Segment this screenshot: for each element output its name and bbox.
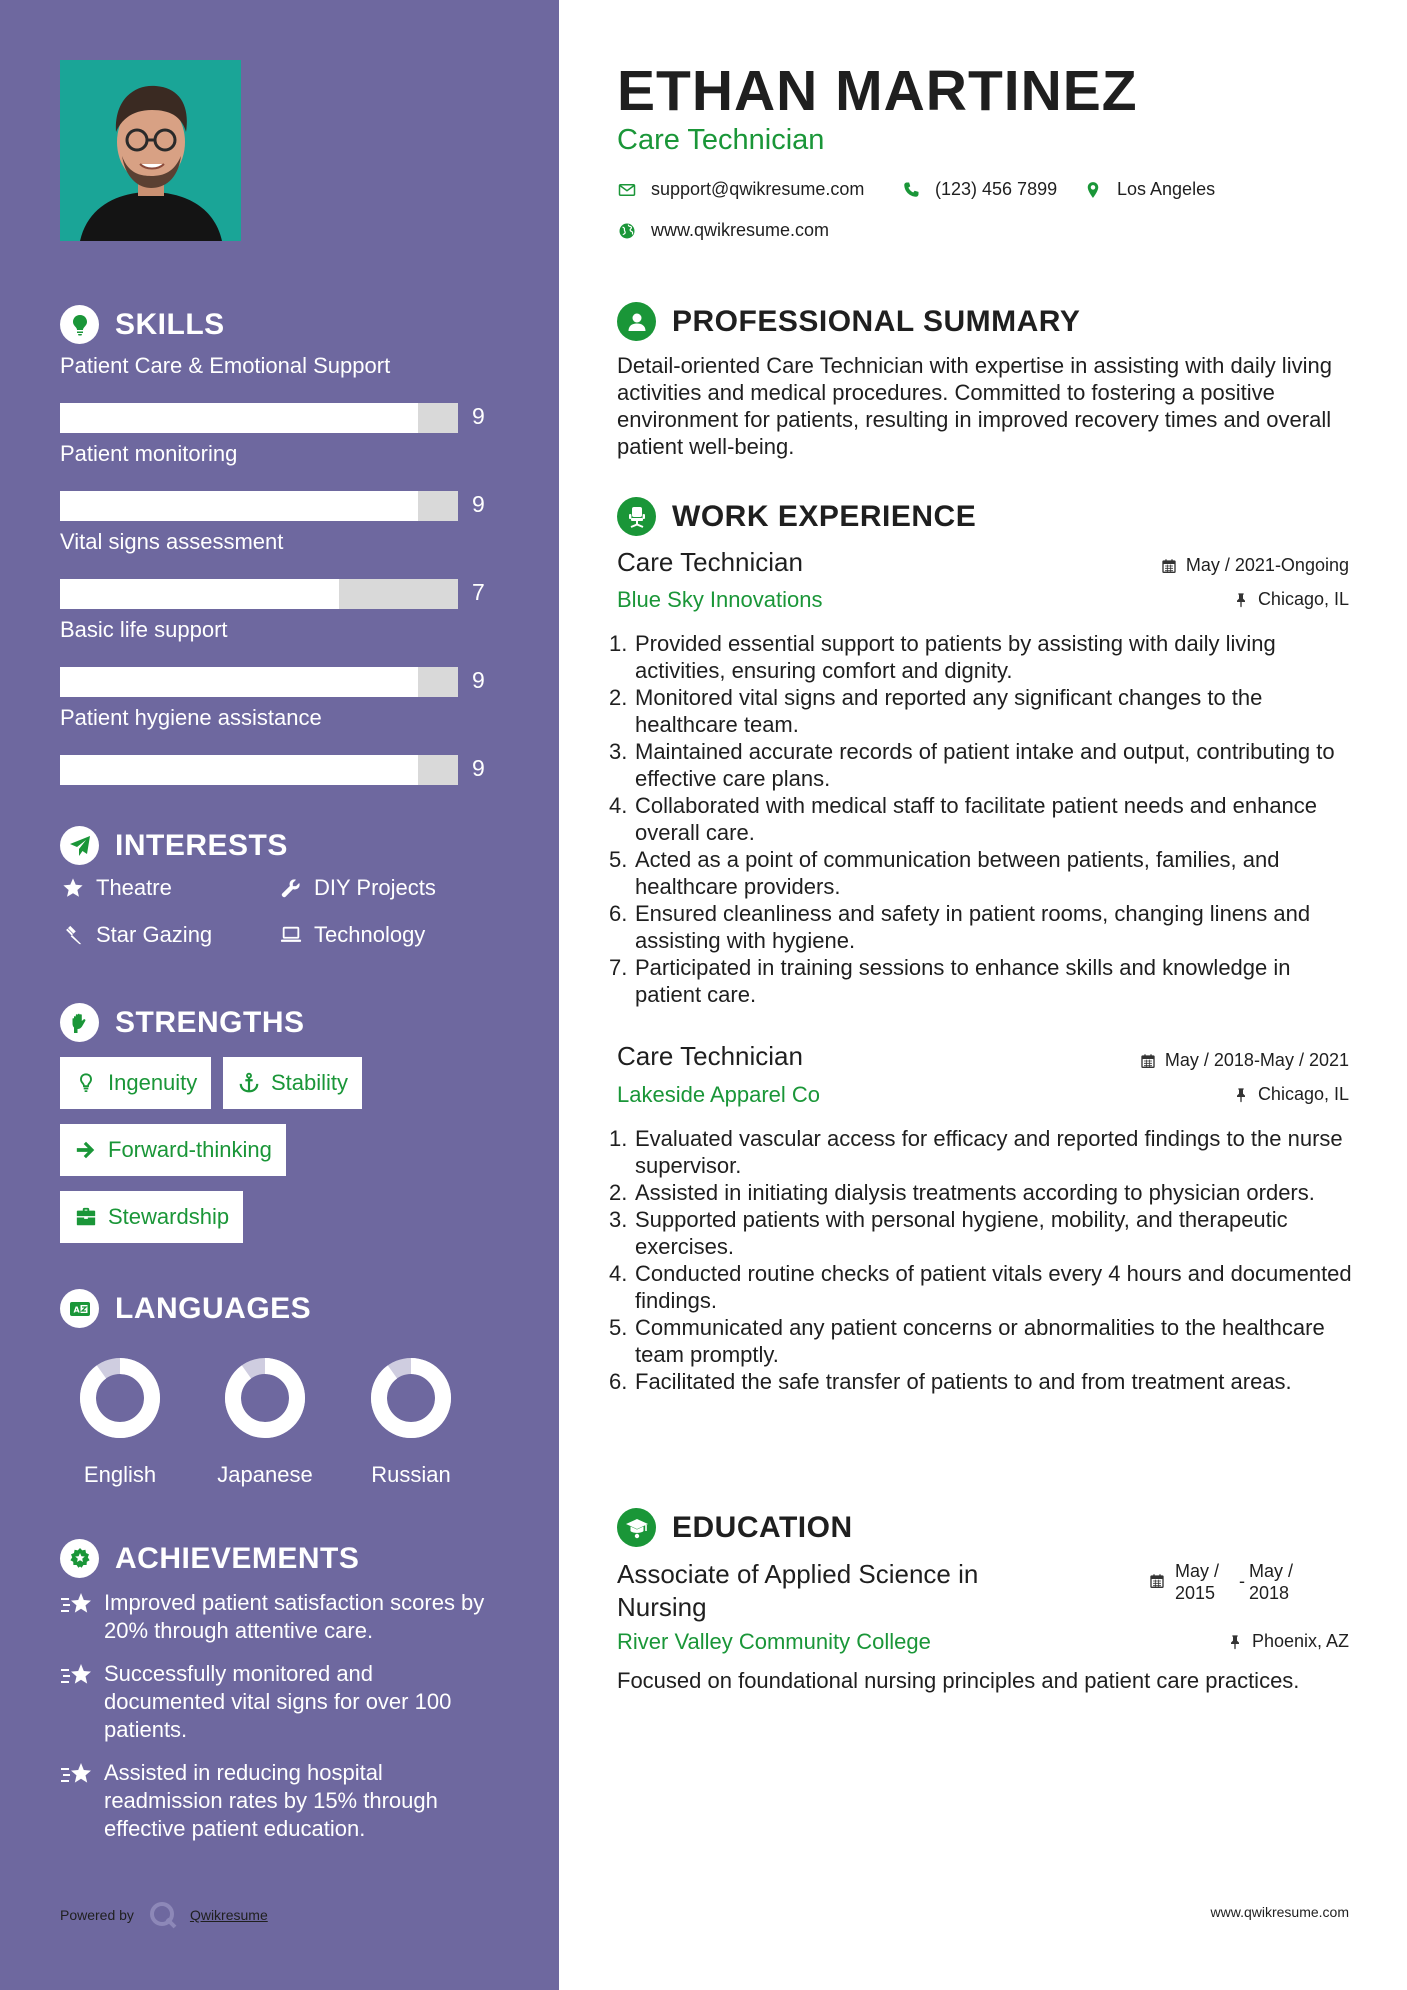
list-item: 3. Maintained accurate records of patient intake and output, contributing to effective care plans.: [609, 739, 1335, 791]
language-name: Japanese: [217, 1462, 313, 1487]
strength-tag: [60, 1191, 243, 1243]
language-name: Russian: [371, 1462, 451, 1487]
person-photo-icon: [60, 60, 241, 241]
job-company: Lakeside Apparel Co: [617, 1082, 821, 1107]
skill-bar: [60, 403, 458, 433]
contact-website[interactable]: [617, 220, 829, 241]
skill-item: [60, 705, 500, 781]
list-item: 2. Monitored vital signs and reported any significant changes to the healthcare team.: [609, 685, 1263, 737]
wrench-icon: [278, 875, 304, 901]
list-item: 5. Acted as a point of communication between patients, families, and healthcare providers.: [609, 847, 1280, 899]
translate-icon: [60, 1289, 99, 1328]
lightbulb-icon: [74, 1071, 98, 1095]
interest-item: [278, 922, 425, 948]
interest-label: DIY Projects: [314, 875, 436, 900]
skills-title: SKILLS: [115, 307, 225, 341]
skill-name: Patient Care & Emotional Support: [60, 353, 391, 378]
language-item: [205, 1356, 325, 1488]
calendar-icon: [1160, 557, 1178, 575]
profile-photo: [60, 60, 241, 241]
duty-text: Acted as a point of communication between patients, families, and healthcare providers.: [635, 847, 1280, 899]
education-dates: [1149, 1560, 1309, 1604]
contact-location: [1083, 179, 1215, 200]
laptop-icon: [278, 922, 304, 948]
job-duties-list: [609, 1125, 1352, 1395]
interest-item: [278, 875, 436, 901]
experience-title: WORK EXPERIENCE: [672, 499, 977, 533]
job-role: Care Technician: [617, 1041, 803, 1071]
graduate-icon: [617, 1508, 656, 1547]
arrow-right-icon: [74, 1138, 98, 1162]
job-location-text: Chicago, IL: [1257, 589, 1349, 609]
job-company: Blue Sky Innovations: [617, 587, 823, 612]
language-level-ring: [223, 1356, 307, 1440]
languages-heading: [60, 1289, 311, 1328]
education-end: May / 2018: [1249, 1561, 1294, 1603]
strengths-heading: [60, 1003, 305, 1042]
location-text: Los Angeles: [1117, 179, 1216, 199]
pushpin-icon: [1232, 1086, 1250, 1104]
calendar-icon: [1149, 1572, 1167, 1590]
sidebar: [0, 0, 559, 1990]
achievement-item: [60, 1759, 500, 1843]
achievement-text: Improved patient satisfaction scores by 20% through attentive care.: [104, 1590, 485, 1643]
strength-label: Stability: [271, 1070, 349, 1095]
candidate-name: ETHAN MARTINEZ: [617, 59, 1138, 123]
list-item: 3. Supported patients with personal hygiene, mobility, and therapeutic exercises.: [609, 1207, 1288, 1259]
skill-value: 9: [472, 667, 485, 693]
job-dates-text: May / 2018-May / 2021: [1164, 1050, 1349, 1070]
list-item: 4. Collaborated with medical staff to facilitate patient needs and enhance overall care.: [609, 793, 1318, 845]
globe-icon: [617, 221, 637, 241]
qwikresume-logo-icon: [148, 1900, 178, 1930]
experience-heading: [617, 497, 976, 536]
interest-label: Star Gazing: [96, 922, 213, 947]
interest-label: Theatre: [96, 875, 172, 900]
skill-item: [60, 353, 500, 429]
strength-tag: [60, 1057, 211, 1109]
skill-bar-fill: [60, 579, 339, 609]
education-title: EDUCATION: [672, 1510, 853, 1544]
list-item: 6. Ensured cleanliness and safety in patient rooms, changing linens and assisting with hygiene.: [609, 901, 1311, 953]
lightbulb-icon: [60, 305, 99, 344]
star-badge-icon: [60, 1539, 99, 1578]
skill-value: 9: [472, 755, 485, 781]
language-level-ring: [78, 1356, 162, 1440]
strength-tag: [60, 1124, 286, 1176]
job-location-text: Chicago, IL: [1257, 1084, 1349, 1104]
skill-item: [60, 441, 500, 517]
list-item: 7. Participated in training sessions to enhance skills and knowledge in patient care.: [609, 955, 1291, 1007]
education-start: May / 2015: [1175, 1561, 1220, 1603]
list-item: 1. Evaluated vascular access for efficacy and reported findings to the nurse supervisor.: [609, 1126, 1343, 1178]
languages-title: LANGUAGES: [115, 1291, 312, 1325]
skill-name: Basic life support: [60, 617, 228, 642]
skill-name: Patient monitoring: [60, 441, 238, 466]
duty-text: Facilitated the safe transfer of patients to and from treatment areas.: [635, 1369, 1292, 1394]
skills-heading: [60, 305, 225, 344]
achievement-item: [60, 1660, 500, 1744]
date-separator: -: [1239, 1571, 1245, 1591]
user-icon: [617, 302, 656, 341]
achievements-heading: [60, 1539, 359, 1578]
list-item: 6. Facilitated the safe transfer of patients to and from treatment areas.: [609, 1369, 1292, 1394]
strength-label: Stewardship: [108, 1204, 230, 1229]
skill-bar-fill: [60, 491, 418, 521]
powered-by: [60, 1900, 268, 1930]
job-duties-list: [609, 630, 1352, 1008]
interest-item: [60, 875, 172, 901]
svg-text:A: A: [73, 1305, 80, 1314]
duty-text: Monitored vital signs and reported any significant changes to the healthcare team.: [635, 685, 1263, 737]
main-content: [609, 0, 1352, 1990]
website-text: www.qwikresume.com: [651, 220, 830, 240]
summary-text: Detail-oriented Care Technician with expertise in assisting with daily living activities and medical procedures. Committed to fostering a positive environment for patients, resulting in improved recovery times and overall patient well-being.: [617, 353, 1332, 459]
education-school: River Valley Community College: [617, 1629, 931, 1654]
strength-label: Forward-thinking: [108, 1137, 272, 1162]
gavel-icon: [60, 922, 86, 948]
contact-email[interactable]: [617, 179, 864, 200]
calendar-icon: [1139, 1052, 1157, 1070]
duty-text: Maintained accurate records of patient intake and output, contributing to effective care plans.: [635, 739, 1335, 791]
job-location: [1232, 1084, 1349, 1105]
list-item: 5. Communicated any patient concerns or abnormalities to the healthcare team promptly.: [609, 1315, 1325, 1367]
list-item: 4. Conducted routine checks of patient vitals every 4 hours and documented findings.: [609, 1261, 1352, 1313]
education-description: Focused on foundational nursing principles and patient care practices.: [617, 1668, 1300, 1693]
skill-bar: [60, 579, 458, 609]
paper-plane-icon: [60, 826, 99, 865]
strength-tag: [223, 1057, 362, 1109]
achievements-title: ACHIEVEMENTS: [115, 1541, 360, 1575]
email-text: support@qwikresume.com: [651, 179, 865, 199]
star-icon: [60, 875, 86, 901]
language-level-ring: [369, 1356, 453, 1440]
interest-label: Technology: [314, 922, 426, 947]
job-dates-text: May / 2021-Ongoing: [1185, 555, 1349, 575]
skill-bar: [60, 755, 458, 785]
language-item: [60, 1356, 180, 1488]
phone-icon: [901, 180, 921, 200]
skill-bar: [60, 667, 458, 697]
summary-heading: [617, 302, 1080, 341]
footer-url[interactable]: www.qwikresume.com: [1210, 1904, 1349, 1920]
shooting-star-icon: [60, 1660, 94, 1690]
skill-bar: [60, 491, 458, 521]
duty-text: Communicated any patient concerns or abnormalities to the healthcare team promptly.: [635, 1315, 1325, 1367]
summary-title: PROFESSIONAL SUMMARY: [672, 304, 1081, 338]
powered-by-label: Powered by: [60, 1907, 134, 1923]
skill-value: 7: [472, 579, 485, 605]
office-chair-icon: [617, 497, 656, 536]
education-heading: [617, 1508, 853, 1547]
contact-phone[interactable]: [901, 179, 1057, 200]
skill-value: 9: [472, 491, 485, 517]
candidate-title: Care Technician: [617, 124, 825, 156]
skill-name: Vital signs assessment: [60, 529, 284, 554]
list-item: 2. Assisted in initiating dialysis treatments according to physician orders.: [609, 1180, 1315, 1205]
fist-icon: [60, 1003, 99, 1042]
achievement-item: [60, 1589, 500, 1645]
duty-text: Conducted routine checks of patient vitals every 4 hours and documented findings.: [635, 1261, 1352, 1313]
skill-item: [60, 617, 500, 693]
pushpin-icon: [1232, 591, 1250, 609]
skill-bar-fill: [60, 667, 418, 697]
language-item: [351, 1356, 471, 1488]
job-dates: [1160, 555, 1349, 576]
envelope-icon: [617, 180, 637, 200]
skill-value: 9: [472, 403, 485, 429]
interest-item: [60, 922, 212, 948]
achievement-text: Assisted in reducing hospital readmission rates by 15% through effective patient education.: [104, 1760, 438, 1841]
skill-bar-fill: [60, 403, 418, 433]
interests-heading: [60, 826, 288, 865]
anchor-icon: [237, 1071, 261, 1095]
briefcase-icon: [74, 1205, 98, 1229]
duty-text: Assisted in initiating dialysis treatments according to physician orders.: [635, 1180, 1315, 1205]
duty-text: Provided essential support to patients by assisting with daily living activities, ensuring comfort and dignity.: [635, 631, 1276, 683]
education-location: [1226, 1631, 1349, 1652]
duty-text: Participated in training sessions to enhance skills and knowledge in patient care.: [635, 955, 1291, 1007]
duty-text: Supported patients with personal hygiene, mobility, and therapeutic exercises.: [635, 1207, 1288, 1259]
skill-bar-fill: [60, 755, 418, 785]
duty-text: Evaluated vascular access for efficacy and reported findings to the nurse supervisor.: [635, 1126, 1343, 1178]
job-dates: [1139, 1050, 1349, 1071]
qwikresume-link[interactable]: Qwikresume: [189, 1907, 268, 1923]
job-role: Care Technician: [617, 547, 803, 577]
education-location-text: Phoenix, AZ: [1251, 1631, 1349, 1651]
achievement-text: Successfully monitored and documented vital signs for over 100 patients.: [104, 1661, 452, 1742]
pushpin-icon: [1226, 1633, 1244, 1651]
language-name: English: [83, 1462, 157, 1487]
phone-text: (123) 456 7899: [935, 179, 1058, 199]
skill-item: [60, 529, 500, 605]
shooting-star-icon: [60, 1759, 94, 1789]
strength-label: Ingenuity: [108, 1070, 198, 1095]
strengths-title: STRENGTHS: [115, 1005, 305, 1039]
duty-text: Collaborated with medical staff to facilitate patient needs and enhance overall care.: [635, 793, 1318, 845]
duty-text: Ensured cleanliness and safety in patient rooms, changing linens and assisting with hygiene.: [635, 901, 1311, 953]
list-item: 1. Provided essential support to patients by assisting with daily living activities, ensuring comfort and dignity.: [609, 631, 1276, 683]
job-location: [1232, 589, 1349, 610]
map-pin-icon: [1083, 180, 1103, 200]
education-degree: Associate of Applied Science in Nursing: [617, 1559, 979, 1622]
shooting-star-icon: [60, 1589, 94, 1619]
skill-name: Patient hygiene assistance: [60, 705, 322, 730]
interests-title: INTERESTS: [115, 828, 288, 862]
